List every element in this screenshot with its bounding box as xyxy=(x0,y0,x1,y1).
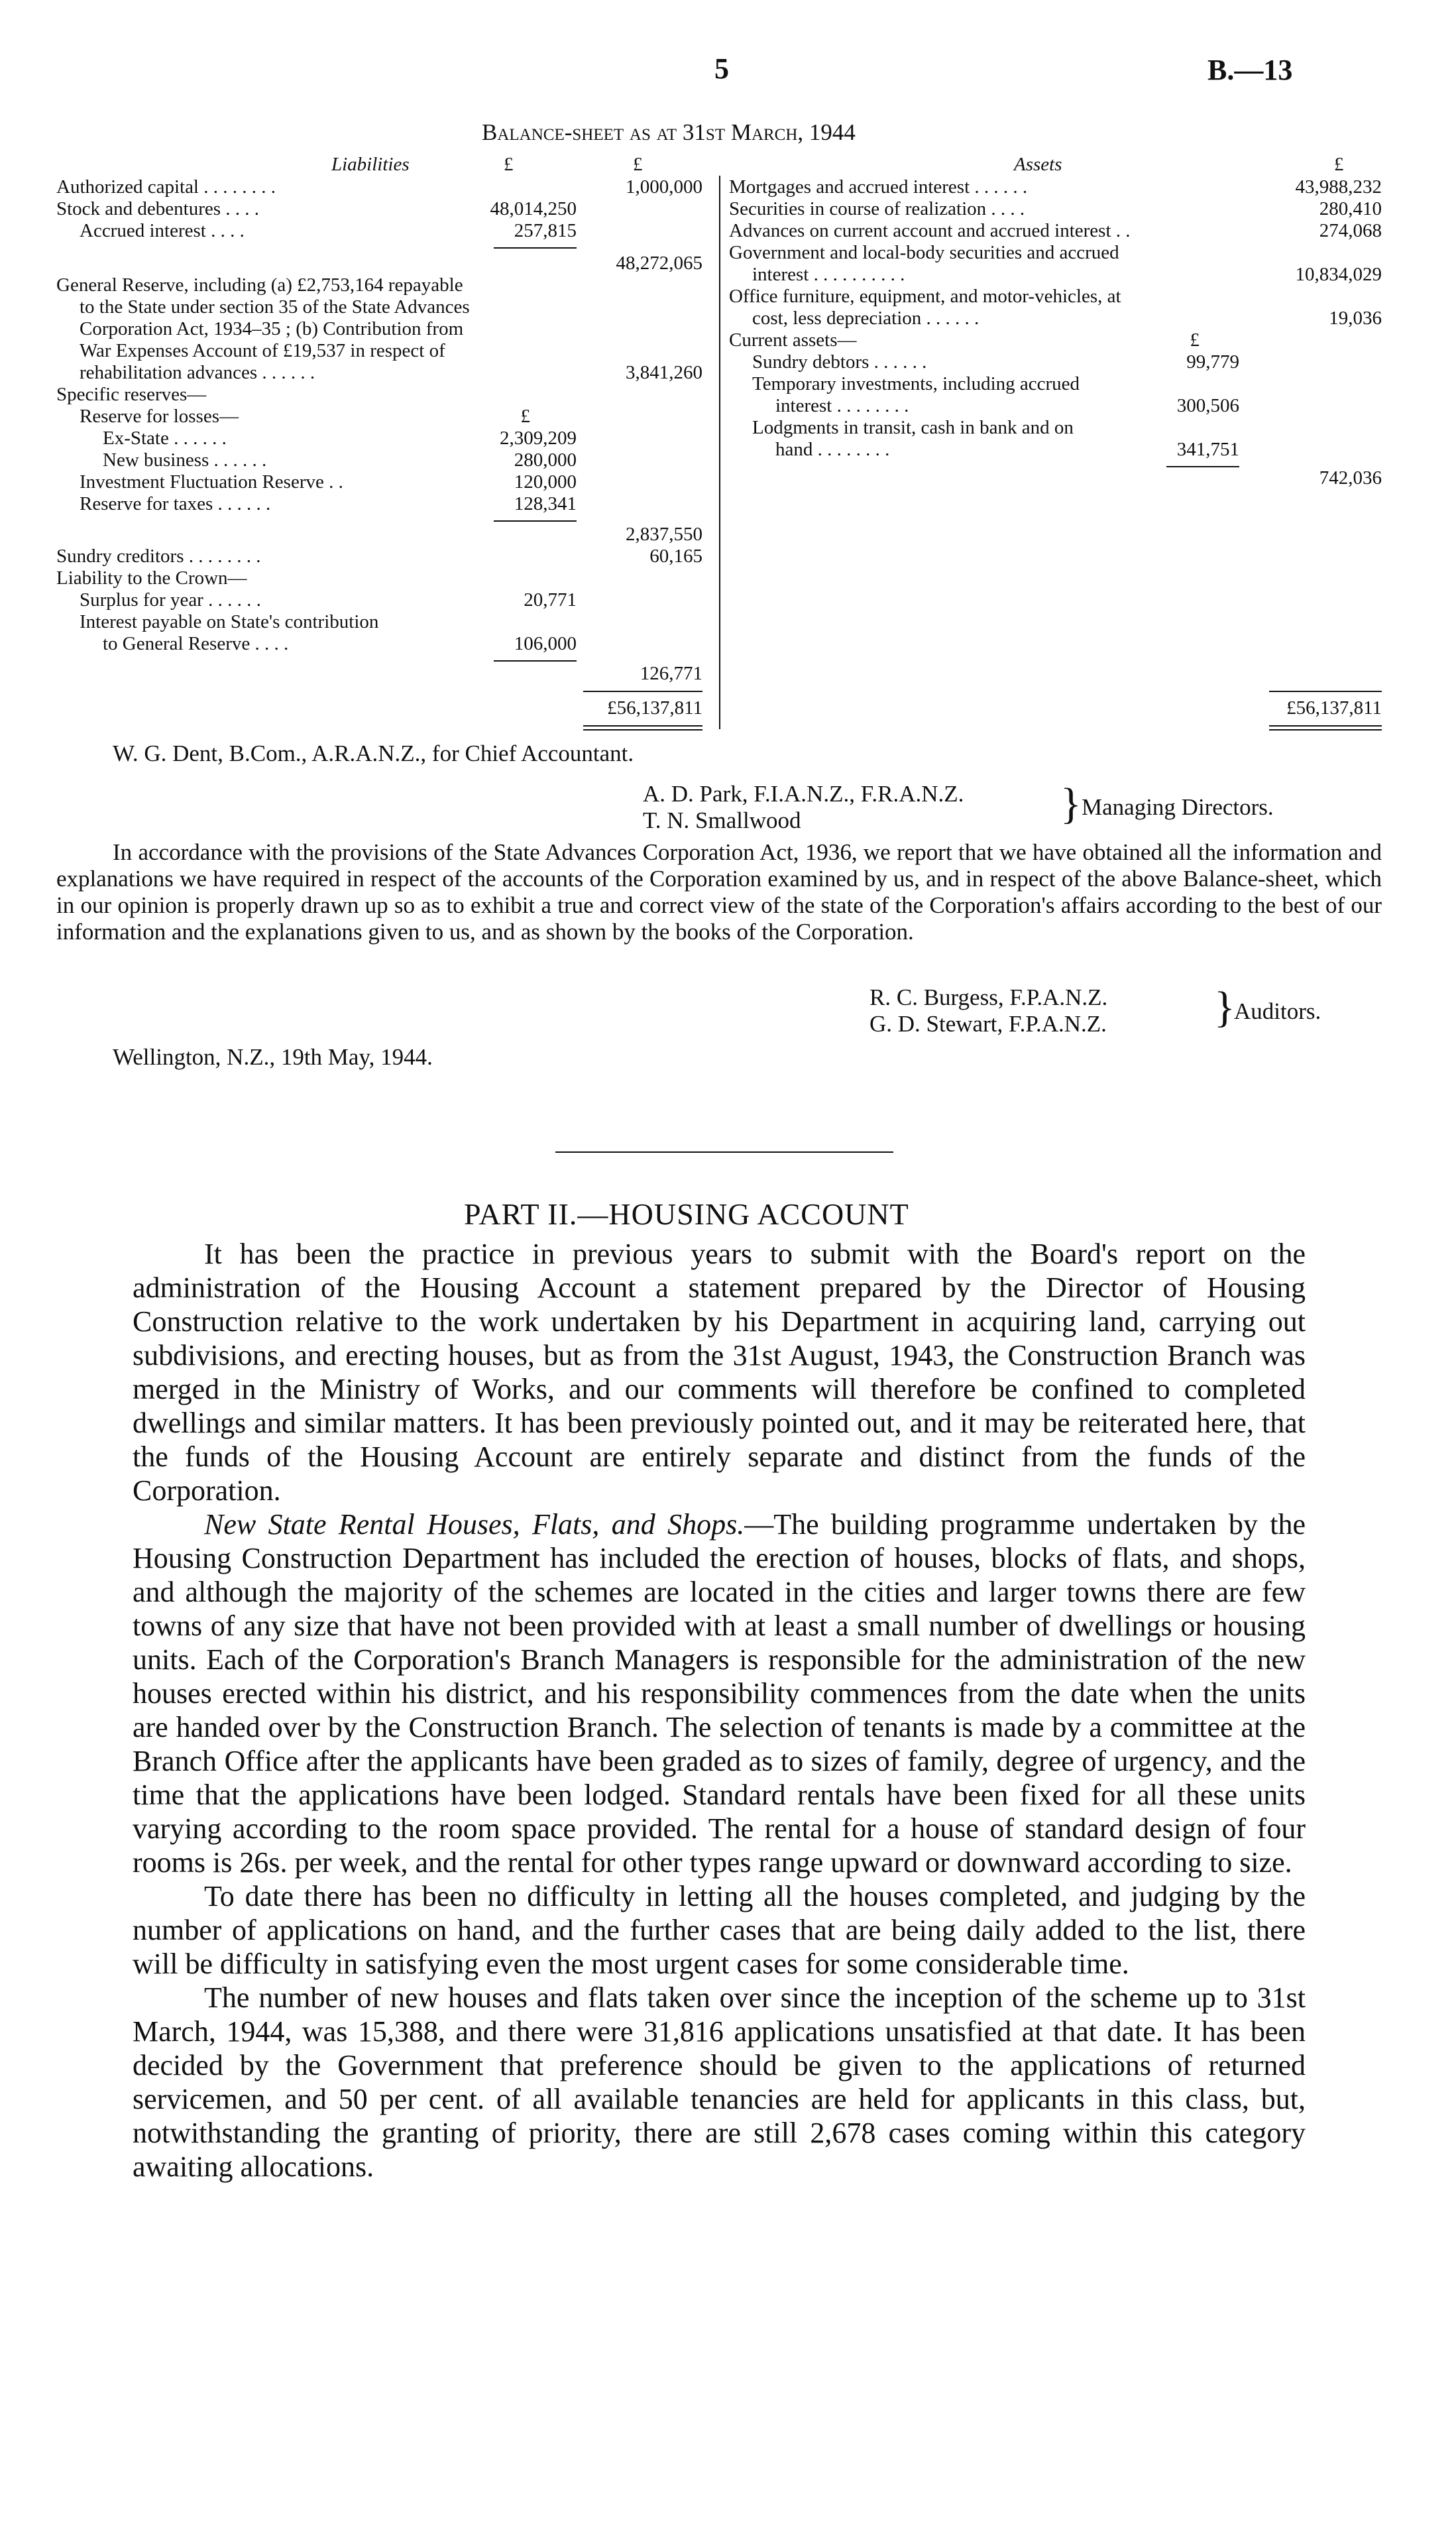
general-reserve-total: 3,841,260 xyxy=(626,362,702,383)
surplus-for-year-amount: 20,771 xyxy=(524,589,577,611)
authorized-capital-total: 1,000,000 xyxy=(626,176,702,198)
investment-fluctuation-label: Investment Fluctuation Reserve . . xyxy=(80,471,343,493)
general-reserve-line: War Expenses Account of £19,537 in respect of xyxy=(80,340,445,361)
sundry-debtors-amount: 99,779 xyxy=(1186,351,1239,373)
auditor-2: G. D. Stewart, F.P.A.N.Z. xyxy=(869,1011,1107,1037)
government-securities-line: Government and local-body securities and accrued xyxy=(729,242,1119,263)
sundry-creditors-label: Sundry creditors . . . . . . . . xyxy=(56,546,261,567)
double-rule xyxy=(1269,729,1382,731)
managing-directors-role: Managing Directors. xyxy=(1082,794,1274,820)
temporary-investments-line: Temporary investments, including accrued xyxy=(752,373,1080,394)
securities-label: Securities in course of realization . . . . xyxy=(729,198,1025,219)
new-business-amount: 280,000 xyxy=(514,449,577,471)
auditors-role: Auditors. xyxy=(1234,998,1321,1024)
pound-symbol: £ xyxy=(1190,329,1200,351)
government-securities-line: interest . . . . . . . . . . xyxy=(752,264,905,285)
office-furniture-total: 19,036 xyxy=(1329,308,1382,329)
reserve-for-losses-label: Reserve for losses— xyxy=(80,406,239,427)
managing-director-1: A. D. Park, F.I.A.N.Z., F.R.A.N.Z. xyxy=(643,781,964,807)
accrued-interest-label: Accrued interest . . . . xyxy=(80,220,245,241)
paragraph xyxy=(133,1507,1306,1879)
general-reserve-line: to the State under section 35 of the State Advances xyxy=(80,296,470,318)
pound-symbol: £ xyxy=(504,154,514,175)
managing-director-2: T. N. Smallwood xyxy=(643,807,801,833)
lodgments-line: Lodgments in transit, cash in bank and on xyxy=(752,417,1074,438)
double-rule xyxy=(583,725,702,727)
general-reserve-line: rehabilitation advances . . . . . . xyxy=(80,362,315,383)
stock-subtotal: 48,272,065 xyxy=(616,253,702,274)
temporary-investments-amount: 300,506 xyxy=(1176,395,1239,416)
general-reserve-line: General Reserve, including (a) £2,753,164 repayable xyxy=(56,274,463,296)
accrued-interest-amount: 257,815 xyxy=(514,220,577,241)
document-reference: B.—13 xyxy=(1207,54,1293,86)
investment-fluctuation-amount: 120,000 xyxy=(514,471,577,493)
office-furniture-line: cost, less depreciation . . . . . . xyxy=(752,308,980,329)
paragraph: It has been the practice in previous years to submit with the Board's report on the administration of the Housing Account a statement prepared by the Director of Housing Construction relative to the work undertaken by his Department in acquiring land, carrying out subdivisions, and erecting houses, but as from the 31st August, 1943, the Construction Branch was merged in the Ministry of Works, and our comments will therefore be confined to completed dwellings and similar matters. It has been previously pointed out, and it may be reiterated here, that the funds of the Housing Account are entirely separate and distinct from the funds of the Corporation. xyxy=(133,1238,1306,1507)
lodgments-line: hand . . . . . . . . xyxy=(775,439,890,460)
temporary-investments-line: interest . . . . . . . . xyxy=(775,395,909,416)
advances-total: 274,068 xyxy=(1319,220,1382,241)
audit-statement: In accordance with the provisions of the State Advances Corporation Act, 1936, we report that we have obtained all the information and explanations we have required in respect of the accounts of the Corporation examined by us, and in respect of the above Balance-sheet, which in our opinion is properly drawn up so as to exhibit a true and correct view of the state of the Corporation's affairs according to the best of our information and the explanations given to us, and as shown by the books of the Corporation. xyxy=(56,839,1382,945)
pound-symbol: £ xyxy=(1334,154,1344,175)
sundry-debtors-label: Sundry debtors . . . . . . xyxy=(752,351,927,373)
liabilities-grand-total: £56,137,811 xyxy=(607,697,702,719)
reserve-for-taxes-label: Reserve for taxes . . . . . . xyxy=(80,493,271,514)
mortgages-total: 43,988,232 xyxy=(1295,176,1382,198)
reserve-for-taxes-amount: 128,341 xyxy=(514,493,577,514)
current-assets-label: Current assets— xyxy=(729,329,857,351)
liability-to-crown-label: Liability to the Crown— xyxy=(56,567,247,589)
subtotal-rule xyxy=(494,247,577,249)
mortgages-label: Mortgages and accrued interest . . . . . . xyxy=(729,176,1028,198)
ex-state-amount: 2,309,209 xyxy=(500,428,577,449)
brace: } xyxy=(1214,983,1235,1031)
pound-symbol: £ xyxy=(520,406,530,427)
place-and-date: Wellington, N.Z., 19th May, 1944. xyxy=(113,1044,433,1070)
chief-accountant-signature: W. G. Dent, B.Com., A.R.A.N.Z., for Chief Accountant. xyxy=(113,740,634,766)
total-rule xyxy=(1269,691,1382,692)
general-reserve-line: Corporation Act, 1934–35 ; (b) Contribution from xyxy=(80,318,464,339)
paragraph: To date there has been no difficulty in letting all the houses completed, and judging by the number of applications on hand, and the further cases that are being daily added to the list, there will be difficulty in satisfying even the most urgent cases for some considerable time. xyxy=(133,1880,1306,1980)
surplus-for-year-label: Surplus for year . . . . . . xyxy=(80,589,261,611)
interest-payable-line: Interest payable on State's contribution xyxy=(80,611,379,632)
paragraph: The number of new houses and flats taken over since the inception of the scheme up to 31st March, 1944, was 15,388, and there were 31,816 applications unsatisfied at that date. It has been decided by the Government that preference should be given to the applications of returned servicemen, and 50 per cent. of all available tenancies are held for applicants in this class, but, notwithstanding the granting of priority, there are still 2,678 cases coming within this category awaiting allocations. xyxy=(133,1981,1306,2183)
liabilities-heading: Liabilities xyxy=(331,154,410,175)
securities-total: 280,410 xyxy=(1319,198,1382,219)
part-two-body xyxy=(133,1237,1306,2184)
subtotal-rule xyxy=(1166,466,1239,467)
stock-debentures-label: Stock and debentures . . . . xyxy=(56,198,260,219)
paragraph-text: —The building programme undertaken by the Housing Construction Department has included the erection of houses, blocks of flats, and shops, and although the majority of the schemes are located in the cities and larger towns there are few towns of any size that have not been provided with at least a small number of dwellings or housing units. Each of the Corporation's Branch Managers is responsible for the administration of the new houses erected within his district, and his responsibility commences from the date when the units are handed over by the Construction Branch. The selection of tenants is made by a committee at the Branch Office after the applicants have been graded as to sizes of family, degree of urgency, and the time that the applications have been lodged. Standard rentals have been fixed for all these units varying according to the room space provided. The rental for a house of standard design of four rooms is 26s. per week, and the rental for other types range upward or downward according to size. xyxy=(133,1508,1306,1879)
specific-reserves-label: Specific reserves— xyxy=(56,384,207,405)
page-number: 5 xyxy=(714,52,729,85)
double-rule xyxy=(1269,725,1382,727)
double-rule xyxy=(583,729,702,731)
lodgments-amount: 341,751 xyxy=(1176,439,1239,460)
auditor-1: R. C. Burgess, F.P.A.N.Z. xyxy=(869,984,1108,1010)
new-business-label: New business . . . . . . xyxy=(103,449,267,471)
pound-symbol: £ xyxy=(633,154,643,175)
brace: } xyxy=(1060,780,1082,828)
italic-heading: New State Rental Houses, Flats, and Shops. xyxy=(204,1508,745,1541)
total-rule xyxy=(583,691,702,692)
ex-state-label: Ex-State . . . . . . xyxy=(103,428,227,449)
interest-payable-amount: 106,000 xyxy=(514,633,577,654)
column-divider xyxy=(719,176,720,729)
office-furniture-line: Office furniture, equipment, and motor-vehicles, at xyxy=(729,286,1121,307)
crown-total: 126,771 xyxy=(640,663,702,684)
interest-payable-line: to General Reserve . . . . xyxy=(103,633,289,654)
subtotal-rule xyxy=(494,660,577,662)
assets-grand-total: £56,137,811 xyxy=(1286,697,1382,719)
specific-reserves-total: 2,837,550 xyxy=(626,524,702,545)
government-securities-total: 10,834,029 xyxy=(1295,264,1382,285)
assets-heading: Assets xyxy=(1014,154,1062,175)
part-two-heading: PART II.—HOUSING ACCOUNT xyxy=(464,1197,909,1231)
authorized-capital-label: Authorized capital . . . . . . . . xyxy=(56,176,276,198)
subtotal-rule xyxy=(494,520,577,522)
sundry-creditors-total: 60,165 xyxy=(649,546,702,567)
advances-label: Advances on current account and accrued interest . . xyxy=(729,220,1131,241)
stock-debentures-amount: 48,014,250 xyxy=(490,198,577,219)
current-assets-total: 742,036 xyxy=(1319,467,1382,489)
section-divider xyxy=(555,1151,893,1153)
balance-sheet-title: Balance-sheet as at 31st March, 1944 xyxy=(482,119,856,145)
